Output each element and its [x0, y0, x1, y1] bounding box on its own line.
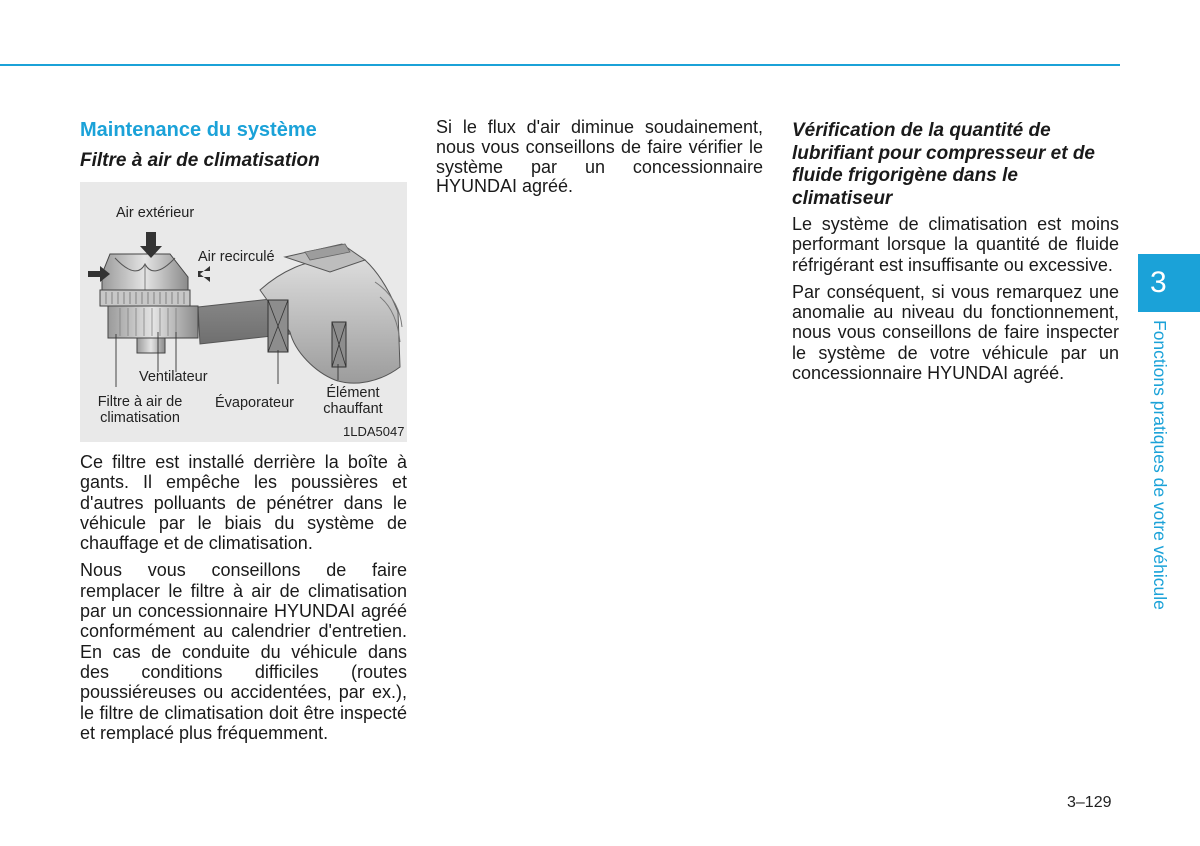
air-filter-diagram: [80, 182, 407, 442]
label-heater: [318, 385, 388, 417]
label-recirculated-air: Air recirculé: [198, 249, 275, 265]
label-outside-air: Air extérieur: [116, 205, 195, 221]
paragraph: Par conséquent, si vous remarquez une anomalie au niveau du fonctionnement, nous vous conseillons de faire inspecter le système de votre véhicule par un concessionnaire HYUNDAI agréé.: [792, 281, 1119, 384]
label-filter: [90, 394, 190, 426]
filter-subheading: Filtre à air de climatisation: [80, 150, 320, 171]
column-right: [792, 118, 1119, 390]
paragraph: Ce filtre est installé derrière la boîte à gants. Il empêche les poussières et d'autres polluants de pénétrer dans le véhicule par le biais du système de chauffage et de climatisation.: [80, 452, 407, 554]
chapter-title-text: Fonctions pratiques de votre véhicule: [1150, 320, 1170, 610]
label-filter-line1: Filtre à air de: [97, 394, 183, 410]
top-rule: [0, 64, 1120, 66]
label-heater-line2: chauffant: [323, 401, 383, 417]
column-middle: [436, 118, 763, 204]
figure-code: 1LDA5047: [343, 424, 405, 439]
label-heater-line1: Élément: [326, 385, 380, 401]
paragraph: Nous vous conseillons de faire remplacer le filtre à air de climatisation par un concessionnaire HYUNDAI agréé conformément au calendrier d'entretien. En cas de conduite du véhicule dans des conditions difficiles (routes poussiéreuses ou accidentées, par ex.), le filtre de climatisation doit être inspecté et remplacé plus fréquemment.: [80, 560, 407, 743]
paragraph: Si le flux d'air diminue soudainement, nous vous conseillons de faire vérifier le système par un concessionnaire HYUNDAI agréé.: [436, 117, 763, 197]
section-heading: Maintenance du système: [80, 119, 317, 141]
chapter-title: [1140, 320, 1180, 630]
label-evaporator: Évaporateur: [215, 395, 294, 411]
paragraph: Le système de climatisation est moins performant lorsque la quantité de fluide réfrigérant est insuffisante ou excessive.: [792, 214, 1119, 275]
label-filter-line2: climatisation: [100, 410, 180, 426]
refrigerant-heading: Vérification de la quantité de lubrifiant pour compresseur et de fluide frigorigène dans le climatiseur: [792, 120, 1095, 209]
label-blower: Ventilateur: [139, 369, 208, 385]
chapter-number-tab: 3: [1138, 254, 1200, 312]
column-left: [80, 118, 407, 750]
page-number: 3–129: [1067, 794, 1112, 811]
